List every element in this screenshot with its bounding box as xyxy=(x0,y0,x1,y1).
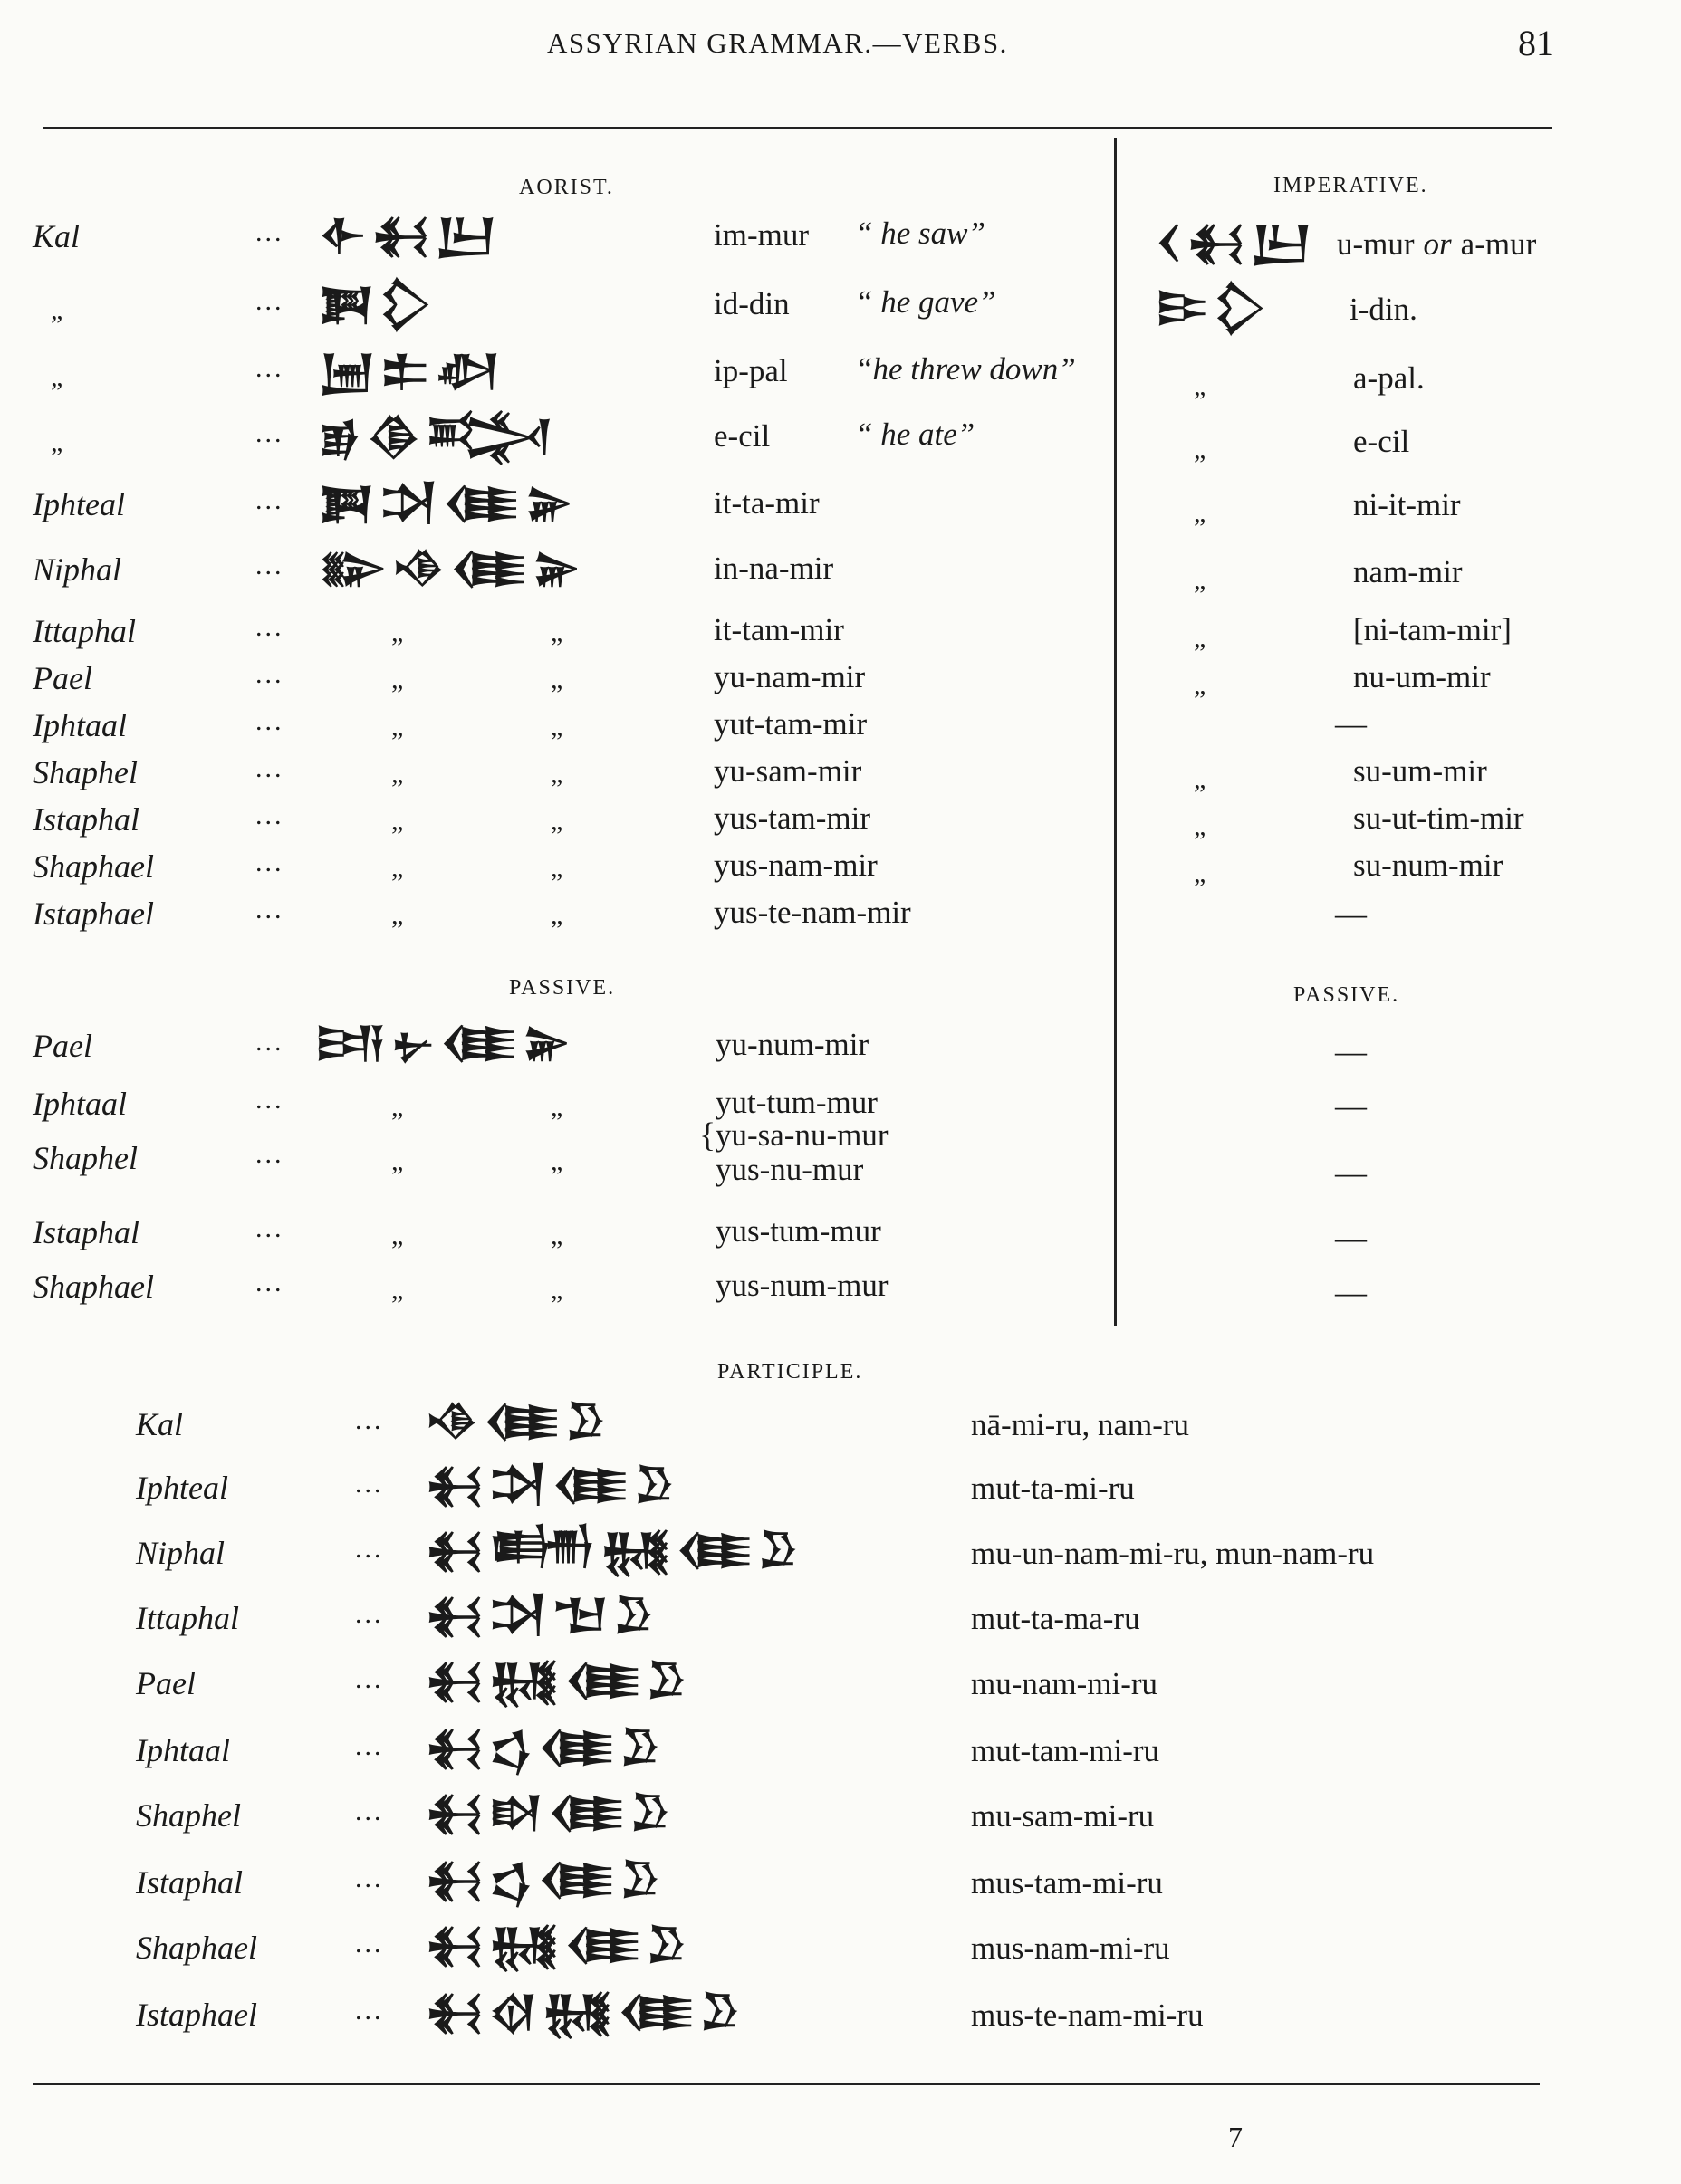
cuneiform-glyphs: 𒅀𒉡𒈪𒅕 xyxy=(315,1018,576,1067)
ditto-mark: „ xyxy=(1194,498,1206,528)
column-divider xyxy=(1114,138,1117,1326)
ditto-mark: „ xyxy=(391,759,404,789)
leader-dots: ... xyxy=(255,418,284,448)
cuneiform-glyphs: 𒈬𒉆𒈪𒊒 xyxy=(426,1920,693,1968)
transliteration: it-ta-mir xyxy=(714,485,820,521)
ditto-mark: „ xyxy=(391,712,404,742)
participle-stem: Shaphel xyxy=(136,1797,241,1834)
leader-dots: ... xyxy=(255,286,284,316)
transliteration: it-tam-mir xyxy=(714,612,844,647)
transliteration: nā-mi-ru, nam-ru xyxy=(971,1407,1190,1442)
leader-dots: ... xyxy=(355,1929,384,1959)
leader-dots: ... xyxy=(355,1469,384,1499)
ditto-mark: „ xyxy=(391,900,404,930)
leader-dots: ... xyxy=(255,848,284,877)
passive-stem: Istaphal xyxy=(33,1214,140,1250)
leader-dots: ... xyxy=(255,551,284,580)
leader-dots: ... xyxy=(355,1599,384,1629)
leader-dots: ... xyxy=(255,1139,284,1169)
dash: — xyxy=(1335,1088,1367,1124)
participle-stem: Shaphael xyxy=(136,1930,257,1966)
gloss: “ he ate” xyxy=(855,417,975,452)
footer-rule xyxy=(33,2083,1540,2085)
aorist-stem: Shaphael xyxy=(33,848,154,885)
ditto-mark: „ xyxy=(551,1092,563,1122)
ditto-mark: „ xyxy=(551,1146,563,1176)
dash: — xyxy=(1335,706,1367,742)
ditto-mark: „ xyxy=(551,806,563,836)
transliteration: mut-ta-mi-ru xyxy=(971,1470,1135,1506)
transliteration: yus-tum-mur xyxy=(716,1213,881,1249)
ditto-mark: „ xyxy=(1194,858,1206,888)
passive-stem: Shaphael xyxy=(33,1269,154,1305)
aorist-stem: „ xyxy=(51,362,63,392)
transliteration: im-mur xyxy=(714,217,809,253)
cuneiform-glyphs: 𒌋𒈬𒌨 xyxy=(1156,217,1318,266)
leader-dots: ... xyxy=(355,1996,384,2026)
imperative-text: i-din. xyxy=(1350,292,1417,327)
participle-stem: Pael xyxy=(136,1665,196,1701)
signature-mark: 7 xyxy=(1228,2121,1243,2153)
imperative-form xyxy=(1337,226,1536,263)
transliteration: in-na-mir xyxy=(714,551,834,586)
ditto-mark: „ xyxy=(1194,764,1206,794)
imperative-alt: a-mur xyxy=(1460,226,1537,262)
imperative-passive-label: PASSIVE. xyxy=(1293,983,1400,1007)
ditto-mark: „ xyxy=(391,806,404,836)
passive-stem: Pael xyxy=(33,1028,92,1064)
cuneiform-glyphs: 𒈬𒌓𒈪𒊒 xyxy=(426,1854,667,1903)
dash: — xyxy=(1335,1275,1367,1310)
participle-stem: Ittaphal xyxy=(136,1600,239,1636)
aorist-stem: Iphtaal xyxy=(33,707,127,743)
aorist-stem: Iphteal xyxy=(33,486,125,522)
imperative-text: ni-it-mir xyxy=(1353,487,1461,522)
ditto-mark: „ xyxy=(1194,623,1206,653)
ditto-mark: „ xyxy=(551,853,563,883)
transliteration: id-din xyxy=(714,286,790,321)
transliteration: yut-tam-mir xyxy=(714,706,868,742)
transliteration: ip-pal xyxy=(714,353,788,388)
cuneiform-glyphs: 𒈬𒋫𒈠𒊒 xyxy=(426,1590,659,1639)
leader-dots: ... xyxy=(255,1268,284,1298)
page-number: 81 xyxy=(1518,23,1554,63)
ditto-mark: „ xyxy=(551,759,563,789)
ditto-mark: „ xyxy=(551,618,563,647)
cuneiform-glyphs: 𒈬𒌦𒉆𒈪𒊒 xyxy=(426,1525,804,1574)
imperative-text: su-um-mir xyxy=(1353,753,1487,789)
participle-stem: Niphal xyxy=(136,1535,226,1571)
ditto-mark: „ xyxy=(551,712,563,742)
imperative-text: e-cil xyxy=(1353,424,1410,459)
cuneiform-glyphs: 𒀉𒁷 xyxy=(319,279,437,328)
participle-stem: Iphteal xyxy=(136,1470,228,1506)
cuneiform-glyphs: 𒈾𒈪𒊒 xyxy=(426,1396,612,1445)
transliteration: yu-sam-mir xyxy=(714,753,862,789)
ditto-mark: „ xyxy=(391,1146,404,1176)
ditto-mark: „ xyxy=(551,665,563,694)
passive-stem: Shaphel xyxy=(33,1140,138,1176)
participle-stem: Iphtaal xyxy=(136,1732,230,1768)
ditto-mark: „ xyxy=(391,1275,404,1305)
aorist-stem: Kal xyxy=(33,218,81,254)
ditto-mark: „ xyxy=(1194,565,1206,595)
leader-dots: ... xyxy=(355,1405,384,1435)
gloss: “he threw down” xyxy=(855,351,1076,387)
leader-dots: ... xyxy=(255,1027,284,1057)
aorist-stem: Niphal xyxy=(33,551,122,588)
transliteration: mus-te-nam-mi-ru xyxy=(971,1997,1204,2033)
aorist-stem: Ittaphal xyxy=(33,613,136,649)
ditto-mark: „ xyxy=(391,665,404,694)
transliteration: mus-nam-mi-ru xyxy=(971,1930,1170,1966)
cuneiform-glyphs: 𒅁𒉺𒀠 xyxy=(319,346,505,395)
cuneiform-glyphs: 𒈬𒊭𒈪𒊒 xyxy=(426,1787,677,1836)
imperative-text: nu-um-mir xyxy=(1353,659,1491,694)
leader-dots: ... xyxy=(255,895,284,924)
aorist-stem: Istaphael xyxy=(33,896,154,932)
transliteration: mu-un-nam-mi-ru, mun-nam-ru xyxy=(971,1536,1375,1571)
ditto-mark: „ xyxy=(1194,811,1206,841)
transliteration: yus-te-nam-mir xyxy=(714,895,911,930)
leader-dots: ... xyxy=(355,1534,384,1564)
leader-dots: ... xyxy=(255,612,284,642)
passive-stem: Iphtaal xyxy=(33,1086,127,1122)
ditto-mark: „ xyxy=(391,1221,404,1250)
cuneiform-glyphs: 𒄿𒁷 xyxy=(1156,283,1272,331)
leader-dots: ... xyxy=(255,1085,284,1115)
cuneiform-glyphs: 𒂊𒆠𒅋 xyxy=(319,411,559,460)
dash: — xyxy=(1335,1221,1367,1256)
transliteration: yu-nam-mir xyxy=(714,659,866,694)
leader-dots: ... xyxy=(255,353,284,383)
imperative-text: su-ut-tim-mir xyxy=(1353,800,1524,836)
or-word: or xyxy=(1423,226,1452,262)
ditto-mark: „ xyxy=(1194,670,1206,700)
dash: — xyxy=(1335,896,1367,932)
transliteration: yus-tam-mir xyxy=(714,800,871,836)
leader-dots: ... xyxy=(255,217,284,247)
brace: { xyxy=(699,1116,716,1154)
transliteration: yut-tum-mur xyxy=(716,1085,878,1120)
cuneiform-glyphs: 𒅆𒈬𒌨 xyxy=(319,210,503,259)
cuneiform-glyphs: 𒈬𒋫𒈪𒊒 xyxy=(426,1460,680,1509)
transliteration: yu-num-mir xyxy=(716,1027,869,1062)
ditto-mark: „ xyxy=(391,1092,404,1122)
leader-dots: ... xyxy=(355,1863,384,1893)
leader-dots: ... xyxy=(255,706,284,736)
leader-dots: ... xyxy=(255,485,284,515)
transliteration: mus-tam-mi-ru xyxy=(971,1865,1163,1901)
running-header: ASSYRIAN GRAMMAR.—VERBS. xyxy=(547,27,1008,59)
ditto-mark: „ xyxy=(1194,371,1206,401)
imperative-text: [ni-tam-mir] xyxy=(1353,612,1512,647)
ditto-mark: „ xyxy=(551,900,563,930)
transliteration: mut-ta-ma-ru xyxy=(971,1601,1140,1636)
ditto-mark: „ xyxy=(391,618,404,647)
aorist-stem: Pael xyxy=(33,660,92,696)
transliteration: yus-num-mur xyxy=(716,1268,889,1303)
dash: — xyxy=(1335,1034,1367,1069)
participle-stem: Kal xyxy=(136,1406,184,1442)
leader-dots: ... xyxy=(355,1664,384,1694)
imperative-text: nam-mir xyxy=(1353,554,1463,589)
cuneiform-glyphs: 𒈬𒋼𒉆𒈪𒊒 xyxy=(426,1987,746,2036)
leader-dots: ... xyxy=(255,800,284,830)
aorist-stem: „ xyxy=(51,295,63,325)
aorist-stem: Shaphel xyxy=(33,754,138,790)
transliteration: yu-sa-nu-mur xyxy=(716,1117,889,1153)
participle-stem: Istaphal xyxy=(136,1864,244,1901)
header-rule xyxy=(43,127,1552,129)
leader-dots: ... xyxy=(355,1731,384,1761)
imperative-text: u-mur xyxy=(1337,226,1415,262)
ditto-mark: „ xyxy=(551,1221,563,1250)
leader-dots: ... xyxy=(255,659,284,689)
transliteration: mu-nam-mi-ru xyxy=(971,1666,1158,1701)
aorist-label: AORIST. xyxy=(519,176,614,199)
transliteration: mut-tam-mi-ru xyxy=(971,1733,1160,1768)
passive-label: PASSIVE. xyxy=(509,976,616,1000)
transliteration: e-cil xyxy=(714,418,771,454)
cuneiform-glyphs: 𒈬𒌓𒈪𒊒 xyxy=(426,1722,667,1771)
cuneiform-glyphs: 𒈬𒉆𒈪𒊒 xyxy=(426,1655,693,1704)
leader-dots: ... xyxy=(355,1796,384,1826)
ditto-mark: „ xyxy=(551,1275,563,1305)
aorist-stem: „ xyxy=(51,427,63,457)
aorist-stem: Istaphal xyxy=(33,801,140,838)
cuneiform-glyphs: 𒅔𒈾𒈪𒅕 xyxy=(319,543,586,592)
leader-dots: ... xyxy=(255,1213,284,1243)
participle-label: PARTICIPLE. xyxy=(717,1360,863,1384)
participle-stem: Istaphael xyxy=(136,1997,257,2033)
transliteration: yus-nu-mur xyxy=(716,1152,864,1187)
ditto-mark: „ xyxy=(391,853,404,883)
dash: — xyxy=(1335,1155,1367,1191)
leader-dots: ... xyxy=(255,753,284,783)
ditto-mark: „ xyxy=(1194,435,1206,465)
imperative-text: su-num-mir xyxy=(1353,848,1503,883)
imperative-label: IMPERATIVE. xyxy=(1273,174,1428,197)
transliteration: mu-sam-mi-ru xyxy=(971,1798,1155,1834)
imperative-text: a-pal. xyxy=(1353,360,1425,396)
gloss: “ he gave” xyxy=(855,284,996,320)
cuneiform-glyphs: 𒀉𒋫𒈪𒅕 xyxy=(319,478,579,527)
transliteration: yus-nam-mir xyxy=(714,848,878,883)
gloss: “ he saw” xyxy=(855,216,985,251)
